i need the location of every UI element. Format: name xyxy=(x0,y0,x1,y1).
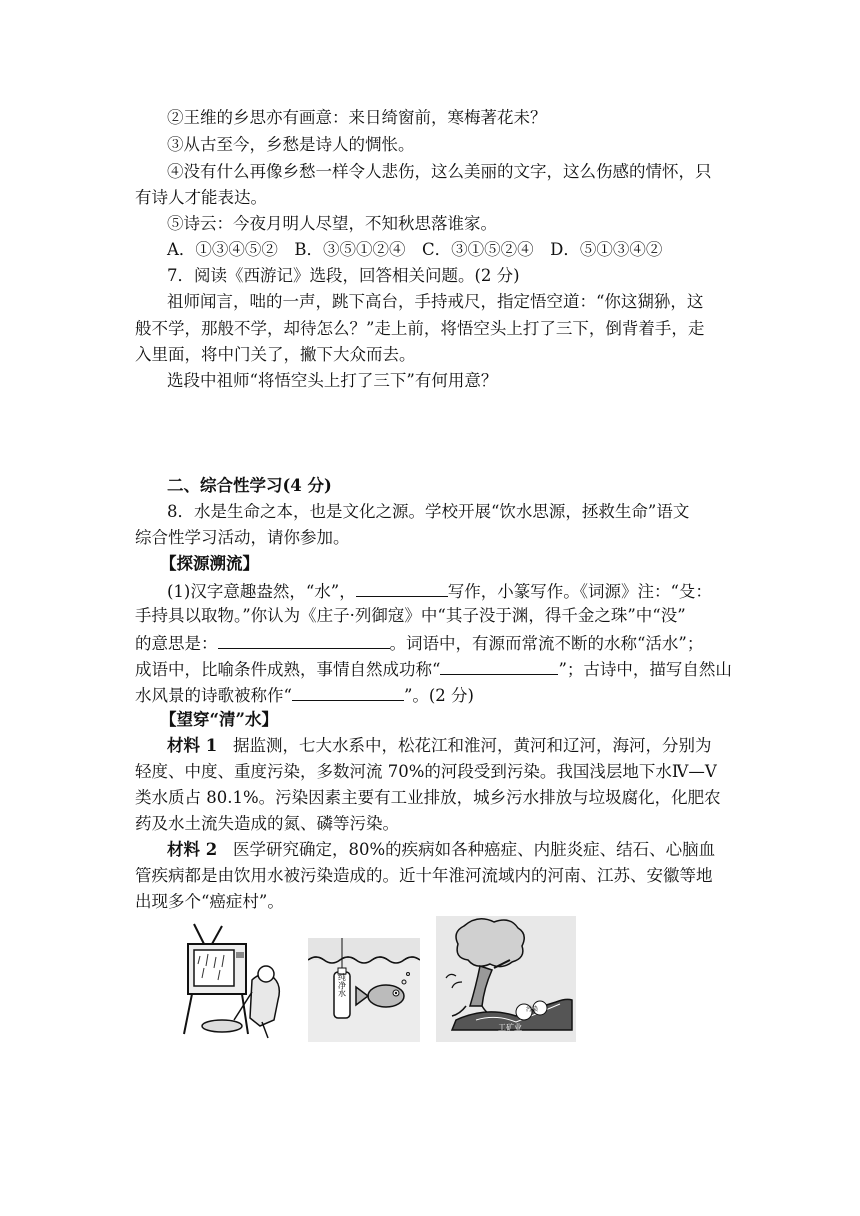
sewage-label: 污染 xyxy=(525,1006,539,1013)
tv-washing-illustration xyxy=(182,922,290,1042)
question-8-line-2: 综合性学习活动，请你参加。 xyxy=(135,528,350,547)
blank-2[interactable] xyxy=(218,630,390,649)
excerpt-line-2: 般不学，那般不学，却待怎么？”走上前，将悟空头上打了三下，倒背着手，走 xyxy=(135,319,705,338)
q8-1-text-c: 的意思是： xyxy=(135,634,218,653)
blank-4[interactable] xyxy=(292,682,404,701)
q8-1-text-h: ”。(2 分) xyxy=(403,686,474,705)
material-2-text: 医学研究确定，80%的疾病如各种癌症、内脏炎症、结石、心脑血 xyxy=(232,840,716,859)
option-line-3: ③从古至今，乡愁是诗人的惆怅。 xyxy=(167,135,415,154)
material-1-line-2: 轻度、中度、重度污染，多数河流 70%的河段受到污染。我国浅层地下水Ⅳ—Ⅴ xyxy=(135,762,717,781)
q8-1-line-1 xyxy=(167,578,712,604)
q8-1-line-4 xyxy=(135,656,732,682)
q8-1-text-f: ”；古诗中，描写自然山 xyxy=(558,660,732,679)
material-1-label: 材料 1 xyxy=(167,736,218,755)
subsection-tanyuan: 【探源溯流】 xyxy=(160,554,259,573)
section-2-heading: 二、综合性学习(4 分) xyxy=(167,476,332,495)
option-line-5: ⑤诗云：今夜月明人尽望，不知秋思落谁家。 xyxy=(167,214,497,233)
q8-1-text-b: 写作，小篆写作。《词源》注：“殳： xyxy=(447,582,712,601)
material-2-line-3: 出现多个“癌症村”。 xyxy=(135,892,284,911)
material-2-line-1 xyxy=(167,838,715,862)
q8-1-line-2: 手持具以取物。”你认为《庄子·列御寇》中“其子没于渊，得千金之珠”中“没” xyxy=(135,606,686,625)
material-1-line-1 xyxy=(167,734,711,758)
q8-1-line-3 xyxy=(135,630,703,656)
option-line-4-cont: 有诗人才能表达。 xyxy=(135,188,267,207)
blank-3[interactable] xyxy=(440,656,558,675)
q8-1-text-g: 水风景的诗歌被称作“ xyxy=(135,686,292,705)
excerpt-line-3: 入里面，将中门关了，撇下大众而去。 xyxy=(135,345,416,364)
q8-1-text-a: (1)汉字意趣盎然，“水”， xyxy=(167,582,356,601)
answer-choices: A．①③④⑤② B．③⑤①②④ C．③①⑤②④ D．⑤①③④② xyxy=(167,240,663,259)
material-1-text: 据监测，七大水系中，松花江和淮河，黄河和辽河，海河，分别为 xyxy=(232,736,712,755)
q8-1-text-e: 成语中，比喻条件成熟，事情自然成功称“ xyxy=(135,660,441,679)
question-8-line-1: 8．水是生命之本，也是文化之源。学校开展“饮水思源，拯救生命”语文 xyxy=(167,502,690,521)
option-line-2: ②王维的乡思亦有画意：来日绮窗前，寒梅著花未？ xyxy=(167,108,547,127)
subsection-wangchuan: 【望穿“清”水】 xyxy=(160,710,278,729)
blank-1[interactable] xyxy=(356,578,448,597)
material-2-label: 材料 2 xyxy=(167,840,218,859)
q8-1-line-5 xyxy=(135,682,474,708)
material-1-line-4: 药及水土流失造成的氮、磷等污染。 xyxy=(135,814,399,833)
excerpt-line-1: 祖师闻言，咄的一声，跳下高台，手持戒尺，指定悟空道：“你这猢狲，这 xyxy=(167,292,704,311)
bottle-fish-illustration xyxy=(308,938,420,1042)
material-2-line-2: 管疾病都是由饮用水被污染造成的。近十年淮河流域内的河南、江苏、安徽等地 xyxy=(135,866,713,885)
question-7-prompt: 选段中祖师“将悟空头上打了三下”有何用意？ xyxy=(167,371,498,390)
q8-1-text-d: 。词语中，有源而常流不断的水称“活水”； xyxy=(389,634,704,653)
option-line-4: ④没有什么再像乡愁一样令人悲伤，这么美丽的文字，这么伤感的情怀，只 xyxy=(167,162,712,181)
question-7-title: 7．阅读《西游记》选段，回答相关问题。(2 分) xyxy=(167,266,520,285)
material-1-line-3: 类水质占 80.1%。污染因素主要有工业排放，城乡污水排放与垃圾腐化，化肥农 xyxy=(135,788,721,807)
factory-label: 工矿业 xyxy=(498,1023,522,1032)
pollution-tree-illustration xyxy=(436,916,576,1042)
bottle-label: 纯净水 xyxy=(337,973,347,997)
